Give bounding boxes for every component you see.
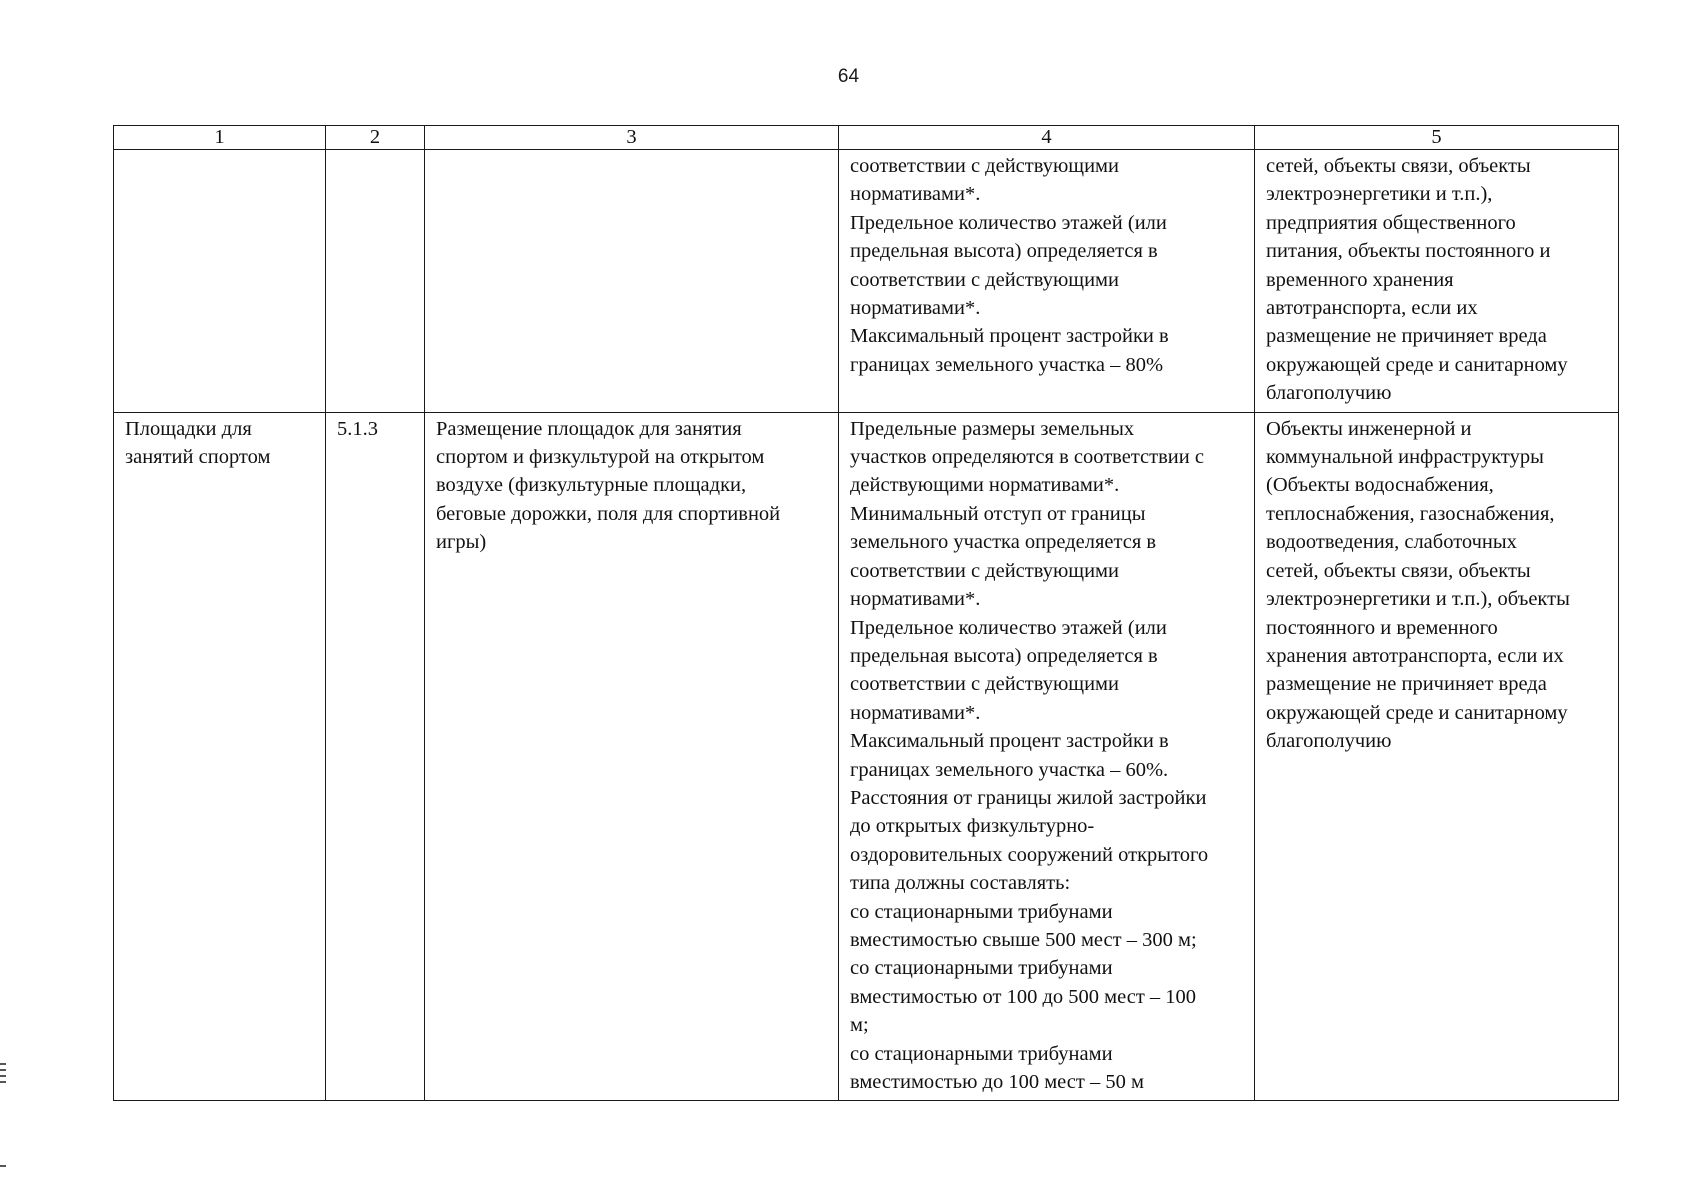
text-line: соответствии с действующими [850, 268, 1119, 291]
text-line: вместимостью от 100 до 500 мест – 100 [850, 985, 1197, 1008]
text-line: Площадки для [125, 417, 252, 440]
text-line: воздухе (физкультурные площадки, [436, 474, 747, 497]
column-header-4: 4 [839, 126, 1255, 150]
text-line: нормативами*. [850, 701, 981, 724]
text-line: оздоровительных сооружений открытого [850, 843, 1209, 866]
cell-use-name [114, 412, 326, 1101]
column-header-5: 5 [1255, 126, 1619, 150]
column-header-2: 2 [326, 126, 425, 150]
scan-mark [0, 1075, 6, 1077]
text-line: предприятия общественного [1266, 211, 1516, 234]
text-line: сетей, объекты связи, объекты [1266, 155, 1531, 177]
cell-parameters [839, 412, 1255, 1101]
text-line: Максимальный процент застройки в [850, 325, 1169, 348]
text-line: игры) [436, 531, 487, 554]
text-line: соответствии с действующими [850, 559, 1119, 582]
text-line: нормативами*. [850, 297, 981, 320]
text-line: теплоснабжения, газоснабжения, [1266, 502, 1555, 525]
text-line: автотранспорта, если их [1266, 297, 1478, 320]
text-line: электроэнергетики и т.п.), [1266, 183, 1493, 206]
text-line: предельная высота) определяется в [850, 644, 1158, 667]
cell-parameters [839, 150, 1255, 413]
text-line: окружающей среде и санитарному [1266, 353, 1568, 376]
text-line: со стационарными трибунами [850, 957, 1113, 980]
cell-use-description [425, 150, 839, 413]
text-line: спортом и физкультурой на открытом [436, 446, 765, 469]
text-line: электроэнергетики и т.п.), объекты [1266, 588, 1570, 611]
text-line: действующими нормативами*. [850, 474, 1120, 497]
cell-auxiliary-uses [1255, 412, 1619, 1101]
text-line: коммунальной инфраструктуры [1266, 446, 1544, 469]
text-line: благополучию [1266, 730, 1392, 753]
page-number: 64 [837, 66, 860, 87]
cell-use-code: 5.1.3 [326, 412, 425, 1101]
text-line: соответствии с действующими [850, 673, 1119, 696]
text-line: Предельное количество этажей (или [850, 616, 1167, 639]
text-line: земельного участка определяется в [850, 531, 1157, 554]
scan-mark [0, 1165, 6, 1167]
cell-use-code [326, 150, 425, 413]
text-line: нормативами*. [850, 183, 981, 206]
text-line: Максимальный процент застройки в [850, 730, 1169, 753]
text-line: нормативами*. [850, 588, 981, 611]
text-line: Объекты инженерной и [1266, 417, 1472, 440]
text-line: до открытых физкультурно- [850, 815, 1095, 838]
text-line: Расстояния от границы жилой застройки [850, 786, 1207, 809]
text-line: Предельные размеры земельных [850, 417, 1135, 440]
column-header-1: 1 [114, 126, 326, 150]
scan-mark [0, 1063, 6, 1065]
table-header-row [114, 126, 1619, 150]
cell-use-name [114, 150, 326, 413]
text-line: сетей, объекты связи, объекты [1266, 559, 1531, 582]
text-line: границах земельного участка – 60%. [850, 758, 1169, 781]
text-line: (Объекты водоснабжения, [1266, 474, 1494, 497]
text-line: границах земельного участка – 80% [850, 353, 1164, 376]
text-line: предельная высота) определяется в [850, 240, 1158, 263]
text-line: со стационарными трибунами [850, 1042, 1113, 1065]
text-line: м; [850, 1014, 869, 1037]
text-line: благополучию [1266, 382, 1392, 405]
text-line: вместимостью до 100 мест – 50 м [850, 1071, 1144, 1093]
text-line: постоянного и временного [1266, 616, 1498, 639]
text-line: размещение не причиняет вреда [1266, 325, 1547, 348]
text-line: хранения автотранспорта, если их [1266, 644, 1564, 667]
text-line: соответствии с действующими [850, 155, 1119, 177]
text-line: питания, объекты постоянного и [1266, 240, 1551, 263]
text-line: временного хранения [1266, 268, 1454, 291]
text-line: со стационарными трибунами [850, 900, 1113, 923]
text-line: типа должны составлять: [850, 872, 1071, 895]
text-line: занятий спортом [125, 446, 271, 469]
text-line: Размещение площадок для занятия [436, 417, 742, 440]
table-row [114, 150, 1619, 413]
text-line: размещение не причиняет вреда [1266, 673, 1547, 696]
regulations-table [113, 125, 1619, 1101]
table-row [114, 412, 1619, 1101]
column-header-3: 3 [425, 126, 839, 150]
text-line: водоотведения, слаботочных [1266, 531, 1517, 554]
text-line: вместимостью свыше 500 мест – 300 м; [850, 928, 1197, 951]
text-line: окружающей среде и санитарному [1266, 701, 1568, 724]
text-line: Предельное количество этажей (или [850, 211, 1167, 234]
text-line: беговые дорожки, поля для спортивной [436, 502, 781, 525]
scan-mark [0, 1069, 6, 1071]
text-line: Минимальный отступ от границы [850, 502, 1146, 525]
text-line: участков определяются в соответствии с [850, 446, 1204, 469]
scan-mark [0, 1081, 6, 1083]
cell-use-description [425, 412, 839, 1101]
cell-auxiliary-uses [1255, 150, 1619, 413]
